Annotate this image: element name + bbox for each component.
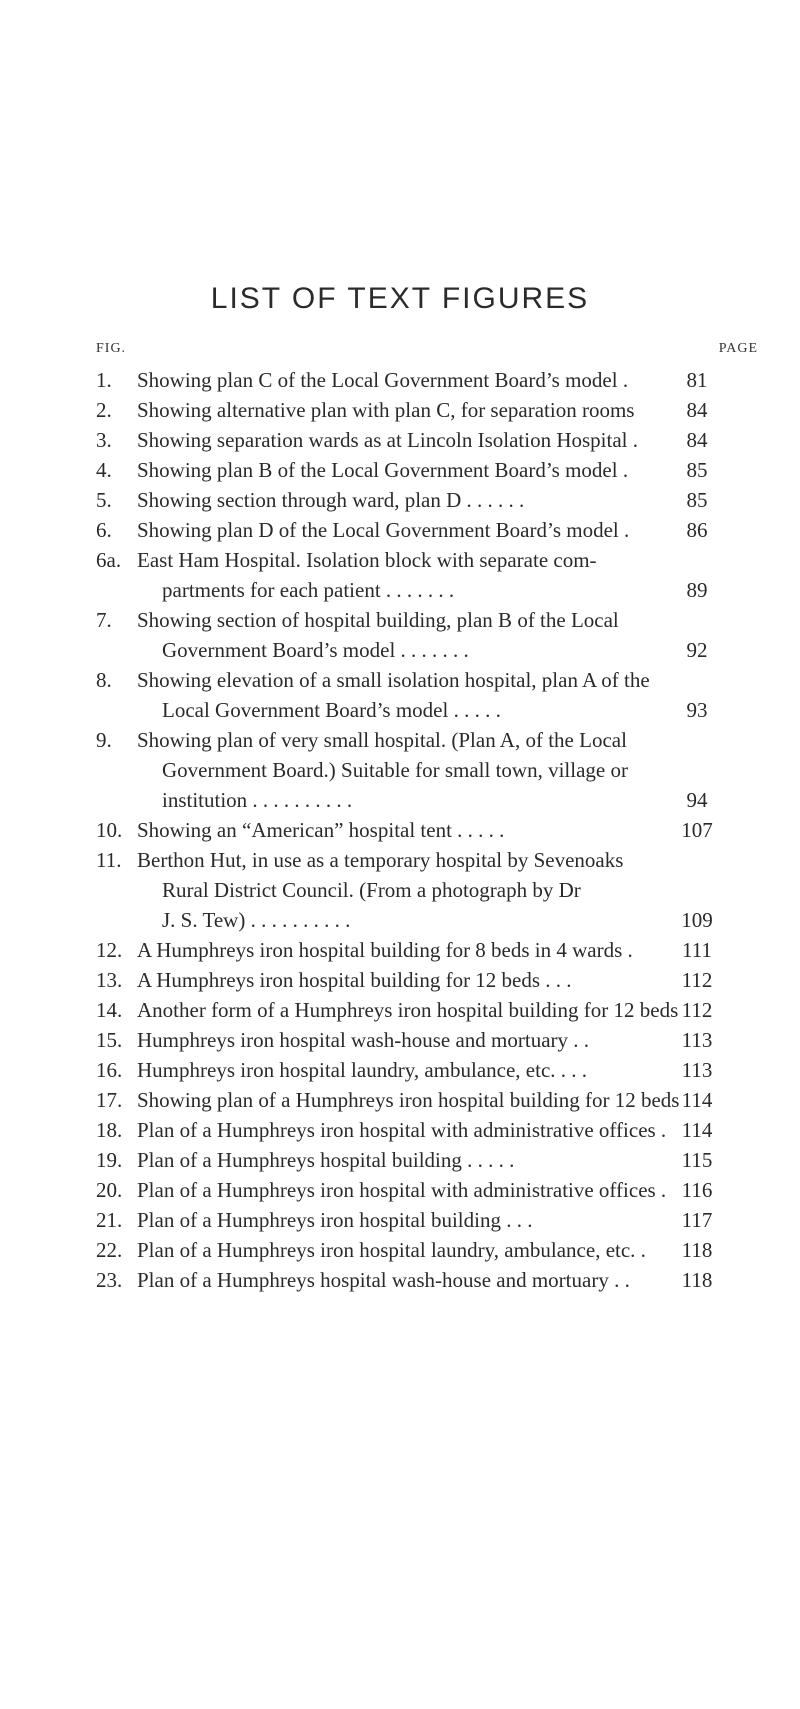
figure-number: 13. — [96, 968, 123, 992]
figure-number: 10. — [96, 818, 123, 842]
figure-caption-line: Showing section of hospital building, plan B of the Local — [137, 608, 619, 632]
page-number: 85 — [686, 458, 708, 482]
figure-caption-line: Humphreys iron hospital laundry, ambulance, etc. . . . — [137, 1058, 588, 1082]
figure-caption-line: Showing plan C of the Local Government Board’s model . — [137, 368, 629, 392]
figure-caption-line: Showing plan D of the Local Government Board’s model . — [137, 518, 630, 542]
figure-caption — [137, 605, 667, 665]
page-number: 85 — [686, 488, 708, 512]
figure-list-item — [0, 485, 800, 515]
page-number: 115 — [681, 1148, 713, 1172]
figure-caption-line: Rural District Council. (From a photograph by Dr — [162, 878, 581, 902]
page-number: 89 — [686, 578, 708, 602]
page-number: 84 — [686, 428, 708, 452]
figure-list-item — [0, 1085, 800, 1115]
figure-caption — [137, 1265, 667, 1295]
figure-caption-line: Plan of a Humphreys hospital wash-house and mortuary . . — [137, 1268, 630, 1292]
figure-caption-line: Humphreys iron hospital wash-house and mortuary . . — [137, 1028, 590, 1052]
figure-caption-line: Showing an “American” hospital tent . . . . . — [137, 818, 505, 842]
figure-number: 11. — [96, 848, 122, 872]
figure-caption-line: Showing separation wards as at Lincoln Isolation Hospital . — [137, 428, 638, 452]
figure-list-item — [0, 665, 800, 725]
figure-caption-line: A Humphreys iron hospital building for 8 beds in 4 wards . — [137, 938, 633, 962]
figure-list-item — [0, 725, 800, 815]
page-number: 111 — [682, 938, 712, 962]
figure-caption — [137, 1235, 667, 1265]
figure-number: 14. — [96, 998, 123, 1022]
figure-number: 19. — [96, 1148, 123, 1172]
figure-caption — [137, 725, 667, 815]
figure-number: 17. — [96, 1088, 123, 1112]
figure-caption-line: A Humphreys iron hospital building for 12 beds . . . — [137, 968, 572, 992]
figure-caption — [137, 455, 667, 485]
figure-list-item — [0, 995, 800, 1025]
page-number: 117 — [681, 1208, 713, 1232]
page-number: 113 — [681, 1028, 713, 1052]
figure-list-item — [0, 1235, 800, 1265]
figure-caption — [137, 1145, 667, 1175]
figure-caption — [137, 935, 667, 965]
figure-caption-line: Plan of a Humphreys hospital building . . . . . — [137, 1148, 515, 1172]
figure-caption-line: Plan of a Humphreys iron hospital with administrative offices . — [137, 1178, 667, 1202]
figure-number: 6. — [96, 518, 112, 542]
figure-caption — [137, 815, 667, 845]
figure-number: 16. — [96, 1058, 123, 1082]
figure-number: 22. — [96, 1238, 123, 1262]
figure-number: 4. — [96, 458, 112, 482]
figure-caption-line: Showing plan of a Humphreys iron hospital building for 12 beds — [137, 1088, 680, 1112]
page-number: 94 — [686, 788, 708, 812]
figure-number: 12. — [96, 938, 123, 962]
figure-caption — [137, 365, 667, 395]
figure-list-item — [0, 1145, 800, 1175]
figure-caption — [137, 1025, 667, 1055]
figure-caption-line: Local Government Board’s model . . . . . — [162, 698, 501, 722]
page-number: 81 — [686, 368, 708, 392]
figure-caption-line: Another form of a Humphreys iron hospital building for 12 beds — [137, 998, 679, 1022]
figure-caption — [137, 965, 667, 995]
figure-number: 3. — [96, 428, 112, 452]
figure-caption-line: institution . . . . . . . . . . — [162, 788, 353, 812]
figure-caption — [137, 395, 667, 425]
figure-number: 7. — [96, 608, 112, 632]
figure-number: 23. — [96, 1268, 123, 1292]
figure-caption — [137, 425, 667, 455]
figure-list-item — [0, 1055, 800, 1085]
figure-number: 20. — [96, 1178, 123, 1202]
figure-list-item — [0, 545, 800, 605]
page-number: 86 — [686, 518, 708, 542]
figure-caption-line: Berthon Hut, in use as a temporary hospital by Sevenoaks — [137, 848, 624, 872]
figure-number: 21. — [96, 1208, 123, 1232]
figure-list-item — [0, 815, 800, 845]
figure-number: 18. — [96, 1118, 123, 1142]
figure-caption-line: Plan of a Humphreys iron hospital building . . . — [137, 1208, 533, 1232]
figure-number: 9. — [96, 728, 112, 752]
page-number: 112 — [681, 998, 713, 1022]
figure-caption-line: Plan of a Humphreys iron hospital laundry, ambulance, etc. . — [137, 1238, 646, 1262]
page-number: 114 — [681, 1088, 713, 1112]
figure-caption-line: Government Board.) Suitable for small town, village or — [162, 758, 628, 782]
fig-column-header: FIG. — [96, 341, 127, 356]
figure-list-item — [0, 935, 800, 965]
figure-caption-line: Plan of a Humphreys iron hospital with administrative offices . — [137, 1118, 667, 1142]
figure-number: 2. — [96, 398, 112, 422]
figure-list-item — [0, 515, 800, 545]
figure-caption — [137, 995, 679, 1025]
page-number: 116 — [681, 1178, 713, 1202]
figure-caption — [137, 545, 667, 605]
figure-list — [0, 365, 800, 1295]
figure-list-item — [0, 1265, 800, 1295]
page-title: LIST OF TEXT FIGURES — [210, 282, 590, 315]
figure-list-item — [0, 425, 800, 455]
figure-list-item — [0, 365, 800, 395]
figure-caption-line: Showing alternative plan with plan C, for separation rooms — [137, 398, 635, 422]
page-column-header: PAGE — [718, 341, 758, 356]
figure-caption — [137, 515, 667, 545]
figure-caption — [137, 1055, 667, 1085]
figure-list-item — [0, 845, 800, 935]
figure-caption-line: Showing plan B of the Local Government Board’s model . — [137, 458, 629, 482]
figure-number: 5. — [96, 488, 112, 512]
page-number: 109 — [681, 908, 713, 932]
figure-caption-line: Showing elevation of a small isolation hospital, plan A of the — [137, 668, 650, 692]
figure-caption — [137, 665, 667, 725]
page-number: 107 — [681, 818, 713, 842]
figure-caption-line: Showing section through ward, plan D . . . . . . — [137, 488, 525, 512]
figure-number: 1. — [96, 368, 112, 392]
figure-caption-line: East Ham Hospital. Isolation block with separate com- — [137, 548, 597, 572]
figure-caption-line: partments for each patient . . . . . . . — [162, 578, 455, 602]
figure-list-item — [0, 1115, 800, 1145]
figure-list-item — [0, 965, 800, 995]
figure-caption — [137, 845, 667, 935]
figure-list-item — [0, 1025, 800, 1055]
page-number: 112 — [681, 968, 713, 992]
figure-list-item — [0, 605, 800, 665]
figure-caption — [137, 1175, 667, 1205]
page-number: 93 — [686, 698, 708, 722]
figure-caption — [137, 1205, 667, 1235]
page-number: 118 — [681, 1238, 713, 1262]
figure-number: 8. — [96, 668, 112, 692]
figure-caption — [137, 1085, 680, 1115]
figure-list-item — [0, 1205, 800, 1235]
figure-list-item — [0, 1175, 800, 1205]
figure-caption-line: Government Board’s model . . . . . . . — [162, 638, 469, 662]
figure-number: 6a. — [96, 548, 122, 572]
page-number: 92 — [686, 638, 708, 662]
figure-caption-line: J. S. Tew) . . . . . . . . . . — [162, 908, 351, 932]
figure-list-item — [0, 455, 800, 485]
figure-list-item — [0, 395, 800, 425]
figure-caption — [137, 1115, 667, 1145]
figure-caption-line: Showing plan of very small hospital. (Plan A, of the Local — [137, 728, 627, 752]
page-number: 113 — [681, 1058, 713, 1082]
page-number: 84 — [686, 398, 708, 422]
page-number: 118 — [681, 1268, 713, 1292]
figure-caption — [137, 485, 667, 515]
figure-number: 15. — [96, 1028, 123, 1052]
page-number: 114 — [681, 1118, 713, 1142]
